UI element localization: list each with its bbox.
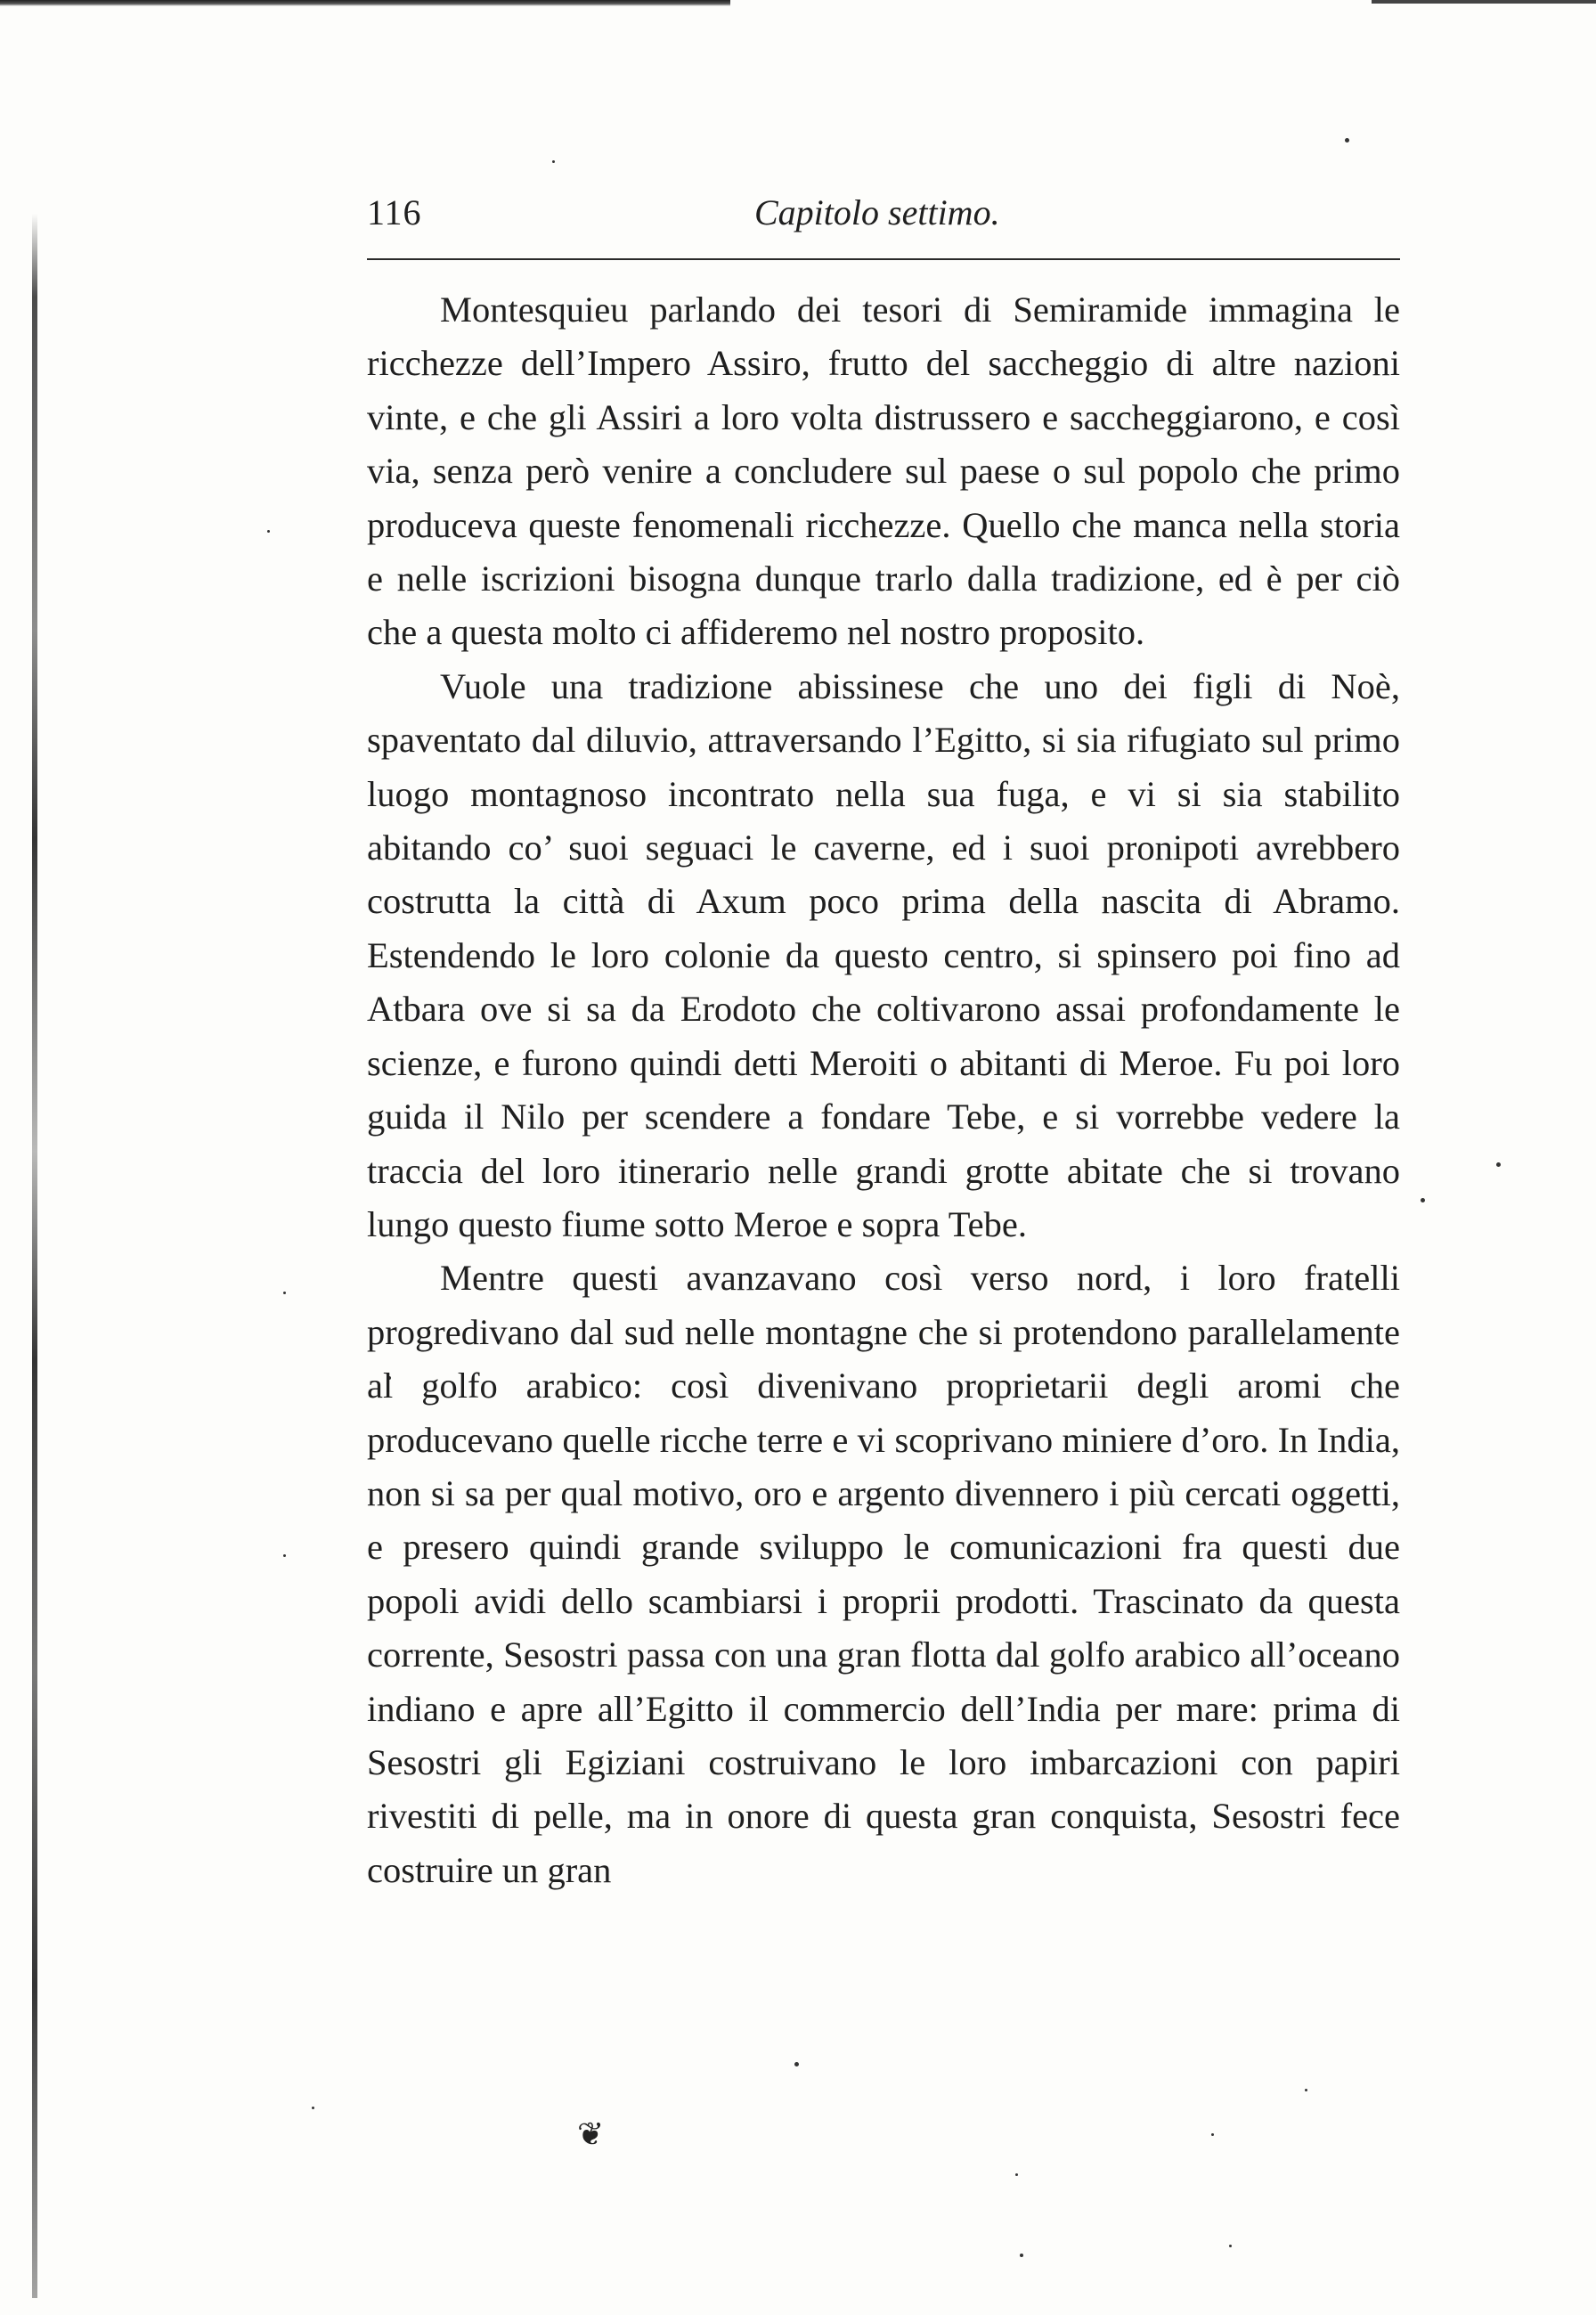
paper-speck: [1020, 2254, 1023, 2257]
binding-gutter-shadow: [32, 214, 37, 2298]
paragraph-sesostri: Mentre questi avanzavano così verso nord, i loro fratelli progredivano dal sud nelle montagne che si protendono parallelamente al golfo arabico: così divenivano proprietarii degli aromi che producevano quelle ricche terre e vi scoprivano miniere d’oro. In India, non si sa per qual motivo, oro e argento divennero i più cercati oggetti, e presero quindi grande sviluppo le comunicazioni fra questi due popoli avidi dello scambiarsi i proprii prodotti. Trascinato da questa corrente, Sesostri passa con una gran flotta dal golfo arabico all’oceano indiano e apre all’Egitto il commercio dell’India per mare: prima di Sesostri gli Egiziani costruivano le loro imbarcazioni con papiri rivestiti di pelle, ma in onore di questa gran conquista, Sesostri fece costruire un gran: [367, 1258, 1400, 1890]
paper-speck: [1211, 2133, 1214, 2136]
scan-top-edge-mark: [0, 0, 730, 6]
page-number: 116: [367, 192, 422, 232]
paper-speck: [267, 530, 270, 533]
paper-speck: [552, 160, 555, 163]
chapter-title: Capitolo settimo.: [754, 192, 1000, 232]
paper-speck: [283, 1554, 286, 1557]
printer-ornament-icon: ❦: [577, 2116, 605, 2152]
paper-speck: [1229, 2245, 1232, 2247]
paper-speck: [1015, 2173, 1018, 2176]
running-head: [367, 192, 1400, 245]
body-text: [367, 283, 1400, 1897]
paper-speck: [794, 2062, 799, 2066]
paper-speck: [1305, 2089, 1307, 2091]
paragraph-abyssinian-tradition: Vuole una tradizione abissinese che uno dei figli di Noè, spaventato dal diluvio, attraversando l’Egitto, si sia rifugiato sul primo luogo montagnoso incontrato nella sua fuga, e vi si sia stabilito abitando co’ suoi seguaci le caverne, ed i suoi pronipoti avrebbero costrutta la città di Axum poco prima della nascita di Abramo. Estendendo le loro colonie da questo centro, si spinsero poi fino ad Atbara ove si sa da Erodoto che coltivarono assai profondamente le scienze, e furono quindi detti Meroiti o abitanti di Meroe. Fu poi loro guida il Nilo per scendere a fondare Tebe, e si vorrebbe vedere la traccia del loro itinerario nelle grandi grotte abitate che si trovano lungo questo fiume sotto Meroe e sopra Tebe.: [367, 665, 1400, 1244]
scan-top-edge-mark-right: [1372, 0, 1596, 4]
paper-speck: [312, 2107, 314, 2109]
paragraph-montesquieu: Montesquieu parlando dei tesori di Semiramide immagina le ricchezze dell’Impero Assiro, frutto del saccheggio di altre nazioni vinte, e che gli Assiri a loro volta distrussero e saccheggiarono, e così via, senza però venire a concludere sul paese o sul popolo che primo produceva queste fenomenali ricchezze. Quello che manca nella storia e nelle iscrizioni bisogna dunque trarlo dalla tradizione, ed è per ciò che a questa molto ci affideremo nel nostro proposito.: [367, 289, 1400, 653]
paper-speck: [1496, 1162, 1501, 1167]
header-rule: [367, 258, 1400, 260]
paper-speck: [1345, 138, 1349, 143]
paper-speck: [1421, 1198, 1425, 1202]
paper-speck: [283, 1292, 286, 1294]
